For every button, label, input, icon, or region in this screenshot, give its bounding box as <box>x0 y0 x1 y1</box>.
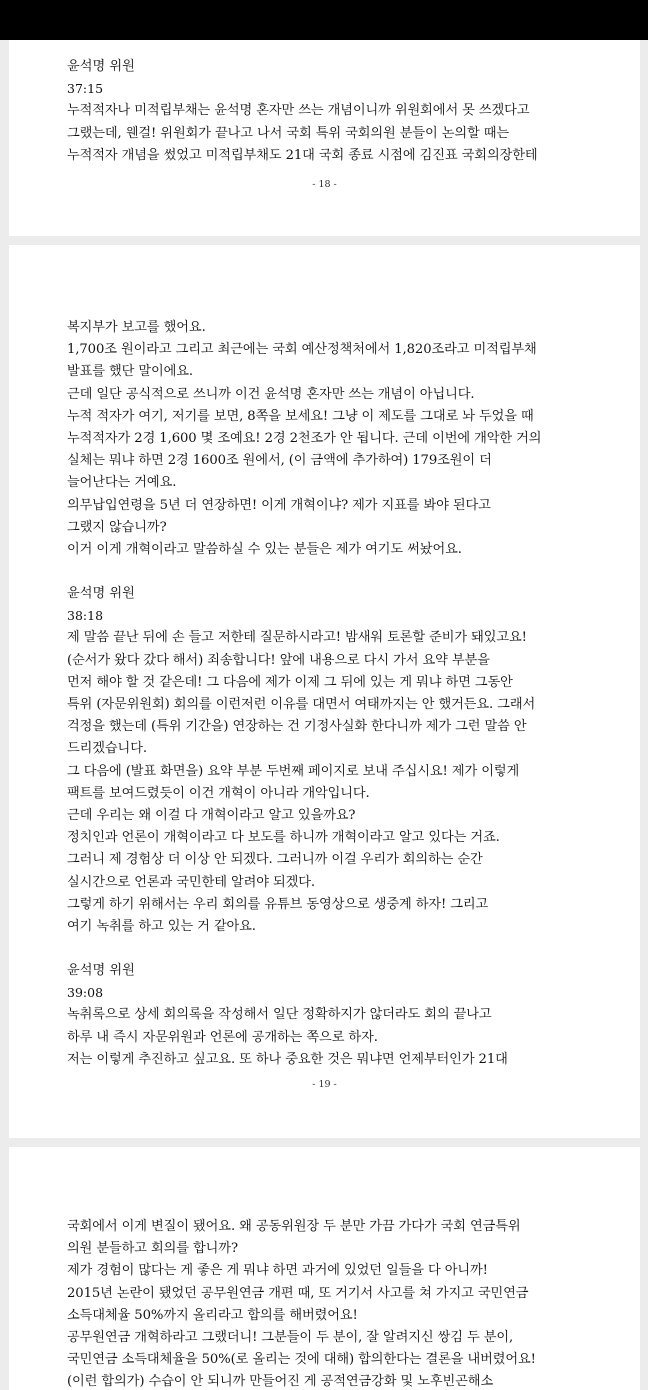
text-line: 누적적자나 미적립부채는 윤석명 혼자만 쓰는 개념이니까 위원회에서 못 쓰겠다고 <box>67 103 530 119</box>
text-line: 2015년 논란이 됐었던 공무원연금 개편 때, 또 거기서 사고를 쳐 가지고 국민연금 <box>67 1285 529 1301</box>
text-line: 1,700조 원이라고 그리고 최근에는 국회 예산정책처에서 1,820조라고 미적립부채 <box>67 342 537 358</box>
document-page-18 <box>9 40 640 236</box>
text-line: 여기 녹취를 하고 있는 거 같아요. <box>67 918 256 934</box>
text-line: 정치인과 언론이 개혁이라고 다 보도를 하니까 개혁이라고 알고 있다는 거죠. <box>67 830 500 846</box>
text-line: 복지부가 보고를 했어요. <box>67 320 206 335</box>
page-content <box>67 1216 620 1390</box>
text-line: 국회에서 이게 변질이 됐어요. 왜 공동위원장 두 분만 가끔 가다가 국회 연금특위 <box>67 1219 521 1234</box>
page-number: - 18 - <box>312 179 337 190</box>
page-content <box>67 56 620 167</box>
text-line: 녹취록으로 상세 회의록을 작성해서 일단 정확하지가 않더라도 회의 끝나고 <box>67 1007 492 1023</box>
text-line: 누적 적자가 여기, 저기를 보면, 8쪽을 보세요! 그냥 이 제도를 그대로 놔 두었을 때 <box>67 408 534 424</box>
text-line: 걱정을 했는데 (특위 기간을) 연장하는 건 기정사실화 한다니까 제가 그런 말씀 안 <box>67 719 527 735</box>
text-line: 먼저 해야 할 것 같은데! 그 다음에 제가 이제 그 뒤에 있는 게 뭐냐 하면 그동안 <box>67 674 513 690</box>
text-line: 그랬는데, 웬걸! 위원회가 끝나고 나서 국회 특위 국회의원 분들이 논의할 때는 <box>67 125 510 141</box>
text-line: 소득대체율 50%까지 올리라고 합의를 해버렸어요! <box>67 1307 358 1323</box>
text-line: 제 말씀 끝난 뒤에 손 들고 저한테 질문하시라고! 밤새워 토론할 준비가 돼있고요! <box>67 630 527 646</box>
document-page-20 <box>9 1147 640 1390</box>
text-line: 근데 우리는 왜 이걸 다 개혁이라고 알고 있을까요? <box>67 807 356 823</box>
text-line: 의무납입연령을 5년 더 연장하면! 이게 개혁이냐? 제가 지표를 봐야 된다고 <box>67 497 491 513</box>
text-line: 실체는 뭐냐 하면 2경 1600조 원에서, (이 금액에 추가하여) 179조원이 더 <box>67 453 492 469</box>
text-line: 늘어난다는 거예요. <box>67 475 177 491</box>
page-number: - 19 - <box>312 1079 337 1090</box>
speaker-name: 윤석명 위원 <box>67 59 135 74</box>
text-line: (이런 합의가) 수습이 안 되니까 만들어진 게 공적연금강화 및 노후빈곤해소 <box>67 1374 494 1390</box>
status-bar <box>0 0 648 40</box>
text-line: 그러니 제 경험상 더 이상 안 되겠다. 그러니까 이걸 우리가 회의하는 순간 <box>67 852 483 868</box>
text-line: 드리겠습니다. <box>67 741 147 757</box>
timestamp: 39:08 <box>67 985 104 1001</box>
text-line: (순서가 왔다 갔다 해서) 죄송합니다! 앞에 내용으로 다시 가서 요약 부분을 <box>67 652 490 668</box>
text-line: 근데 일단 공식적으로 쓰니까 이건 윤석명 혼자만 쓰는 개념이 아닙니다. <box>67 386 475 402</box>
document-page-19 <box>9 245 640 1138</box>
text-line: 의원 분들하고 회의를 합니까? <box>67 1241 238 1257</box>
timestamp: 38:18 <box>67 608 104 624</box>
text-line: 그랬지 않습니까? <box>67 519 167 535</box>
text-line: 그 다음에 (발표 화면을) 요약 부분 두번째 페이지로 보내 주십시요! 제가 이렇게 <box>67 763 520 779</box>
speaker-name: 윤석명 위원 <box>67 586 135 602</box>
page-content <box>67 317 620 1071</box>
text-line: 공무원연금 개혁하라고 그랬더니! 그분들이 두 분이, 잘 알려지신 쌍김 두 분이, <box>67 1329 514 1345</box>
speaker-name: 윤석명 위원 <box>67 963 135 979</box>
text-line: 팩트를 보여드렸듯이 이건 개혁이 아니라 개악입니다. <box>67 785 370 801</box>
text-line: 그렇게 하기 위해서는 우리 회의를 유튜브 동영상으로 생중계 하자! 그리고 <box>67 896 489 912</box>
text-line: 하루 내 즉시 자문위원과 언론에 공개하는 쪽으로 하자. <box>67 1029 378 1045</box>
timestamp: 37:15 <box>67 81 104 97</box>
text-line: 저는 이렇게 추진하고 싶고요. 또 하나 중요한 것은 뭐냐면 언제부터인가 21대 <box>67 1051 508 1067</box>
text-line: 실시간으로 언론과 국민한테 알려야 되겠다. <box>67 874 315 890</box>
text-line: 누적적자 개념을 썼었고 미적립부채도 21대 국회 종료 시점에 김진표 국회의장한테 <box>67 147 538 163</box>
text-line: 이거 이게 개혁이라고 말씀하실 수 있는 분들은 제가 여기도 써놨어요. <box>67 541 462 557</box>
text-line: 국민연금 소득대체율을 50%(로 올리는 것에 대해) 합의한다는 결론을 내버렸어요! <box>67 1352 536 1368</box>
text-line: 발표를 했단 말이에요. <box>67 364 194 380</box>
text-line: 제가 경험이 많다는 게 좋은 게 뭐냐 하면 과거에 있었던 일들을 다 아니까! <box>67 1263 488 1279</box>
text-line: 특위 (자문위원회) 회의를 이런저런 이유를 대면서 여태까지는 안 했거든요. 그래서 <box>67 697 536 712</box>
text-line: 누적적자가 2경 1,600 몇 조예요! 2경 2천조가 안 됩니다. 근데 이번에 개악한 거의 <box>67 430 542 446</box>
